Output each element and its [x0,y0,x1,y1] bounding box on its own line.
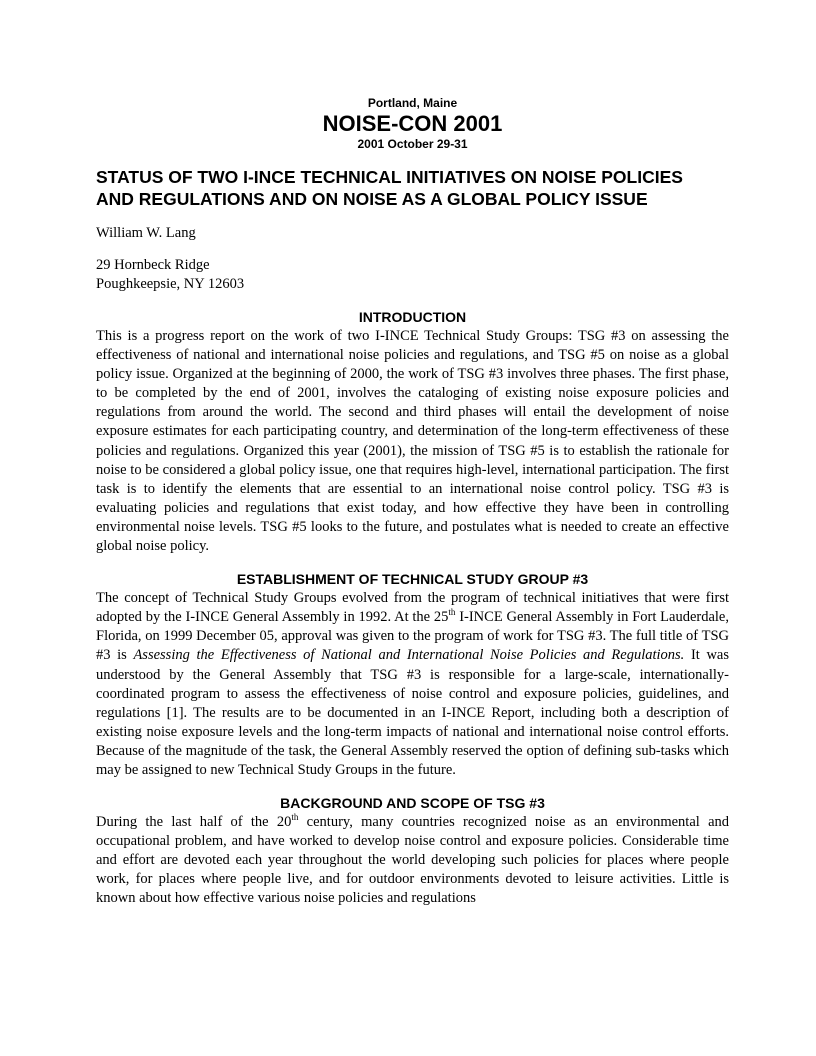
tsg3-full-title: Assessing the Effectiveness of National and International Noise Policies and Regulations. [133,647,685,664]
introduction-paragraph: This is a progress report on the work of two I-INCE Technical Study Groups: TSG #3 on assessing the effectiveness of national and international noise policies and regulations, and TSG #5 on noise as a global policy issue. Organized at the beginning of 2000, the work of TSG #3 involves three phases. The first phase, to be completed by the end of 2001, involves the cataloging of existing noise exposure policies and regulations from around the world. The second and third phases will entail the development of noise exposure estimates for each participating country, and determination of the long-term effectiveness of these policies and regulations. Organized this year (2001), the mission of TSG #5 is to establish the rationale for noise to be considered a global policy issue, one that requires high-level, international participation. The first task is to identify the elements that are essential to an international noise control policy. TSG #3 is evaluating policies and regulations that exist today, and how effective they have been in controlling environmental noise levels. TSG #5 looks to the future, and postulates what is needed to create an effective global noise policy. [96,328,729,555]
conference-dates: 2001 October 29-31 [357,137,468,151]
establishment-text-part-1: The concept of Technical Study Groups evolved from the program of technical initiatives that were first adopted by the I-INCE General Assembly in 1992. At the 25 [96,590,729,626]
address-line-2: Poughkeepsie, NY 12603 [96,276,245,292]
paper-title-line-1: STATUS OF TWO I-INCE TECHNICAL INITIATIVES ON NOISE POLICIES [96,167,683,187]
paper-title [96,166,729,210]
conference-name: NOISE-CON 2001 [322,111,503,136]
establishment-paragraph [96,589,729,780]
background-superscript: th [291,812,299,823]
background-text-part-1: During the last half of the 20 [96,814,292,831]
author-address [96,256,729,294]
conference-location: Portland, Maine [367,96,458,110]
establishment-text-part-3: It was understood by the General Assembly that TSG #3 is responsible for a large-scale, internationally-coordinated program to assess the effectiveness of noise control and exposure policies, guidelines, and regulations [1]. The results are to be documented in an I-INCE Report, including both a description of existing noise exposure levels and the long-term impacts of national and international noise control efforts. Because of the magnitude of the task, the General Assembly reserved the option of defining sub-tasks which may be assigned to new Technical Study Groups in the future. [96,647,729,778]
background-text-part-2: century, many countries recognized noise as an environmental and occupational problem, and have worked to develop noise control and exposure policies. Considerable time and effort are devoted each year throughout the world developing such policies for places where people work, for places where people live, and for outdoor environments devoted to leisure activities. Little is known about how effective various noise policies and regulations [96,814,730,907]
section-heading-establishment: ESTABLISHMENT OF TECHNICAL STUDY GROUP #3 [236,571,589,588]
paper-page [96,96,729,909]
section-heading-background: BACKGROUND AND SCOPE OF TSG #3 [280,795,545,812]
address-line-1: 29 Hornbeck Ridge [96,257,210,273]
conference-header [96,96,729,151]
paper-title-line-2: AND REGULATIONS AND ON NOISE AS A GLOBAL POLICY ISSUE [96,189,648,209]
establishment-superscript: th [448,607,456,618]
establishment-text-part-2: I-INCE General Assembly in Fort Lauderdale, Florida, on 1999 December 05, approval was given to the program of work for TSG #3. The full title of TSG #3 is [96,609,729,664]
section-heading-introduction: INTRODUCTION [358,309,467,325]
background-paragraph [96,813,729,908]
author-name: William W. Lang [96,225,196,241]
